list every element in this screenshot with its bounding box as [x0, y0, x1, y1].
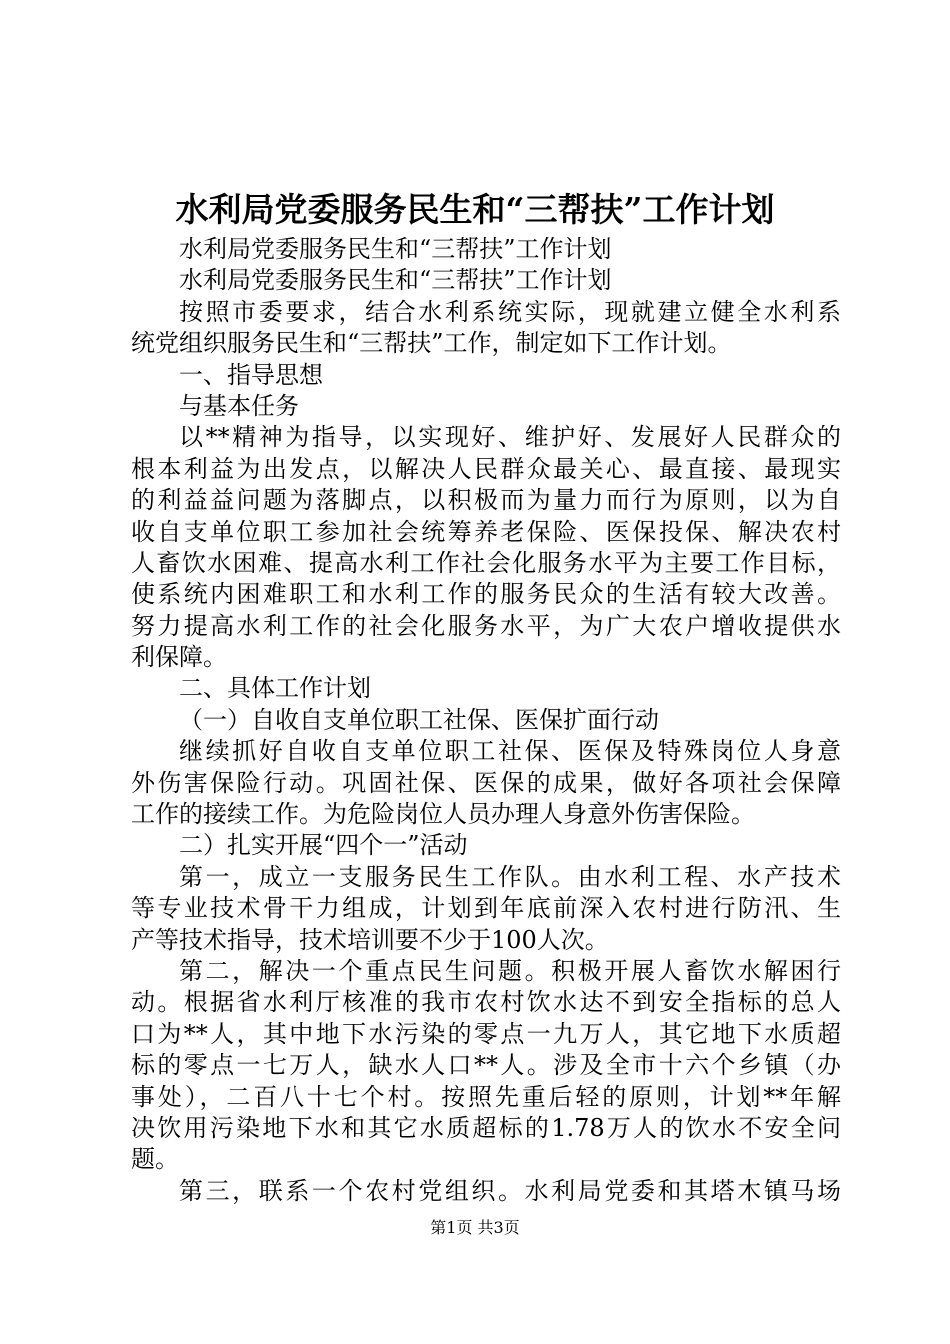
- body-line: 第三，联系一个农村党组织。水利局党委和其塔木镇马场: [179, 1176, 841, 1205]
- body-line: 动。根据省水利厅核准的我市农村饮水达不到安全指标的总人: [131, 988, 841, 1017]
- body-line: 第二，解决一个重点民生问题。积极开展人畜饮水解困行: [179, 956, 841, 985]
- body-line: 统党组织服务民生和“三帮扶”工作，制定如下工作计划。: [131, 329, 732, 358]
- body-line: 利保障。: [131, 643, 227, 672]
- body-line: 以**精神为指导，以实现好、维护好、发展好人民群众的: [179, 423, 841, 452]
- body-line: 按照市委要求，结合水利系统实际，现就建立健全水利系: [179, 297, 841, 326]
- body-line: 等专业技术骨干力组成，计划到年底前深入农村进行防汛、生: [131, 894, 841, 923]
- body-line: 标的零点一七万人，缺水人口**人。涉及全市十六个乡镇（办: [131, 1051, 841, 1080]
- body-line: 二、具体工作计划: [179, 674, 371, 703]
- page-footer: 第1页 共3页: [430, 1218, 520, 1237]
- body-line: （一）自收自支单位职工社保、医保扩面行动: [179, 705, 659, 734]
- body-line: 事处），二百八十七个村。按照先重后轻的原则，计划**年解: [131, 1082, 841, 1111]
- body-line: 努力提高水利工作的社会化服务水平，为广大农户增收提供水: [131, 611, 841, 640]
- body-line: 题。: [131, 1145, 179, 1174]
- body-line: 根本利益为出发点，以解决人民群众最关心、最直接、最现实: [131, 454, 841, 483]
- body-line: 第一，成立一支服务民生工作队。由水利工程、水产技术: [179, 862, 841, 891]
- body-line: 外伤害保险行动。巩固社保、医保的成果，做好各项社会保障: [131, 768, 841, 797]
- body-line: 水利局党委服务民生和“三帮扶”工作计划: [179, 266, 612, 295]
- body-line: 与基本任务: [179, 391, 299, 420]
- body-line: 人畜饮水困难、提高水利工作社会化服务水平为主要工作目标，: [131, 548, 841, 577]
- body-line: 收自支单位职工参加社会统筹养老保险、医保投保、解决农村: [131, 517, 841, 546]
- document-title: 水利局党委服务民生和“三帮扶”工作计划: [175, 190, 775, 229]
- body-line: 一、指导思想: [179, 360, 323, 389]
- body-line: 口为**人，其中地下水污染的零点一九万人，其它地下水质超: [131, 1019, 841, 1048]
- body-line: 的利益益问题为落脚点，以积极而为量力而行为原则，以为自: [131, 486, 841, 515]
- body-line: 决饮用污染地下水和其它水质超标的1.78万人的饮水不安全问: [131, 1113, 841, 1142]
- body-line: 工作的接续工作。为危险岗位人员办理人身意外伤害保险。: [131, 800, 755, 829]
- body-line: 使系统内困难职工和水利工作的服务民众的生活有较大改善。: [131, 580, 841, 609]
- body-line: 水利局党委服务民生和“三帮扶”工作计划: [179, 235, 612, 263]
- body-line: 二）扎实开展“四个一”活动: [179, 831, 468, 860]
- document-body: [131, 234, 841, 1207]
- body-line: 产等技术指导，技术培训要不少于100人次。: [131, 925, 609, 954]
- body-line: 继续抓好自收自支单位职工社保、医保及特殊岗位人身意: [179, 737, 841, 766]
